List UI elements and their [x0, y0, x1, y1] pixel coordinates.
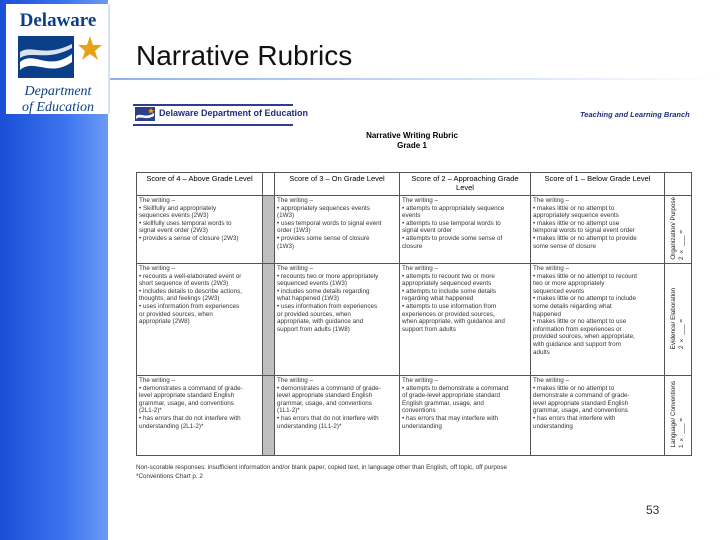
- logo-word-delaware: Delaware: [19, 10, 97, 31]
- rubric-cell-line: The writing –: [139, 265, 176, 272]
- column-header: Score of 1 – Below Grade Level: [531, 173, 665, 196]
- rubric-side-label: [665, 376, 692, 456]
- rubric-cell-line: • Skillfully and appropriately: [139, 204, 217, 212]
- rubric-cell-line: • attempts to include some details: [402, 287, 496, 295]
- rubric-cell-line: • uses temporal words to signal event: [277, 219, 382, 227]
- gap-column-cell: [263, 196, 275, 264]
- rubric-cell-line: • attempts to use information from: [402, 302, 497, 310]
- rubric-cell-line: • makes little or no attempt to: [533, 204, 615, 212]
- rubric-cell-line: • provides a sense of closure (2W3): [139, 234, 239, 242]
- rubric-cell-line: of grade-level appropriate standard: [402, 392, 501, 400]
- rubric-cell-line: appropriate (2W8): [139, 318, 190, 326]
- rubric-cell-line: grammar, usage, and conventions: [533, 407, 628, 415]
- rubric-cell-line: • includes some details regarding: [277, 287, 370, 295]
- rubric-cell-line: understanding: [402, 422, 442, 430]
- rubric-cell: [275, 264, 400, 376]
- rubric-cell-line: signal event order: [402, 227, 453, 235]
- rubric-row: [137, 376, 692, 456]
- rubric-cell-line: level appropriate standard English: [277, 392, 373, 400]
- rubric-cell: [400, 376, 531, 456]
- rubric-header-row: [137, 173, 692, 196]
- rubric-cell-line: closure: [402, 242, 423, 250]
- rubric-cell-line: • uses information from experiences: [139, 302, 240, 310]
- rubric-table: [136, 172, 692, 456]
- rubric-cell-line: • makes little or no attempt to: [533, 384, 615, 392]
- rubric-side-label: [665, 196, 692, 264]
- delaware-doe-logo: [6, 4, 110, 114]
- rubric-cell-line: regarding what happened: [402, 295, 474, 303]
- side-label-text: Organization/ Purpose: [670, 196, 678, 260]
- rubric-cell-line: happened: [533, 310, 562, 318]
- column-header: Score of 3 – On Grade Level: [275, 173, 400, 196]
- header-divider: [108, 78, 720, 80]
- rubric-cell-line: (2L1-2)*: [139, 407, 162, 415]
- rubric-cell-line: appropriately sequence events: [533, 212, 619, 220]
- rubric-cell-line: The writing –: [277, 265, 314, 272]
- rubric-cell-line: • makes little or no attempt to include: [533, 295, 637, 303]
- rubric-cell-line: The writing –: [533, 377, 570, 384]
- rubric-cell-line: sequences events (2W3): [139, 212, 209, 220]
- rubric-cell-line: some sense of closure: [533, 242, 596, 250]
- rubric-cell-line: • attempts to use temporal words to: [402, 219, 501, 227]
- rubric-cell-line: • skillfully uses temporal words to: [139, 219, 232, 227]
- rubric-row: [137, 264, 692, 376]
- rubric-cell-line: • includes details to describe actions,: [139, 287, 243, 295]
- rubric-cell-line: • attempts to provide some sense of: [402, 234, 503, 242]
- footnote-non-scorable: Non-scorable responses: insufficient information and/or blank paper, copied text, in language other than English, off topic, off purpose: [136, 464, 508, 471]
- rubric-cell-line: or provided sources, when: [139, 310, 213, 318]
- side-weight-text: 1 × ___ =: [678, 417, 685, 448]
- rubric-row: [137, 196, 692, 264]
- rubric-cell-line: The writing –: [277, 377, 314, 384]
- rubric-cell: [531, 196, 665, 264]
- rubric-cell-line: • uses information from experiences: [277, 302, 378, 310]
- rubric-cell-line: information from experiences or: [533, 325, 622, 333]
- column-header: Score of 4 – Above Grade Level: [137, 173, 263, 196]
- rubric-cell-line: grammar, usage, and conventions: [277, 399, 372, 407]
- rubric-cell-line: adults: [533, 348, 550, 356]
- rubric-cell-line: The writing –: [402, 197, 439, 204]
- rubric-cell-line: grammar, usage, and conventions: [139, 399, 234, 407]
- rubric-cell-line: • attempts to recount two or more: [402, 272, 495, 280]
- rubric-cell: [531, 376, 665, 456]
- rubric-cell-line: appropriate, with guidance and: [277, 318, 364, 326]
- gap-column: [263, 173, 275, 196]
- rubric-cell-line: • has errors that interfere with: [533, 414, 616, 422]
- rubric-cell-line: • makes little or no attempt to provide: [533, 234, 637, 242]
- rubric-cell-line: (1W3): [277, 212, 295, 220]
- rubric-cell-line: understanding: [533, 422, 573, 430]
- rubric-cell-line: The writing –: [402, 265, 439, 272]
- rubric-cell-line: thoughts, and feelings (2W3): [139, 295, 220, 303]
- rubric-cell-line: • makes little or no attempt to recount: [533, 272, 638, 280]
- rubric-cell-line: • appropriately sequences events: [277, 204, 370, 212]
- rubric-cell-line: events: [402, 212, 421, 220]
- page-number: 53: [646, 503, 660, 517]
- rubric-cell-line: what happened (1W3): [277, 295, 339, 303]
- rubric-cell-line: • attempts to demonstrate a command: [402, 384, 509, 392]
- rubric-cell: [400, 264, 531, 376]
- rubric-footnote: [136, 463, 507, 481]
- rubric-cell-line: understanding (1L1-2)*: [277, 422, 342, 430]
- rubric-cell-line: with guidance and support from: [533, 340, 621, 348]
- rubric-title-line-2: Grade 1: [397, 141, 427, 150]
- side-label-text: Language/ Conventions: [670, 380, 678, 448]
- rubric-cell: [137, 376, 263, 456]
- rubric-cell-line: • has errors that may interfere with: [402, 414, 498, 422]
- rubric-cell-line: • makes little or no attempt use: [533, 219, 620, 227]
- rubric-cell-line: understanding (2L1-2)*: [139, 422, 204, 430]
- doe-mini-logo-icon: [135, 107, 155, 121]
- branch-label: Teaching and Learning Branch: [580, 110, 690, 119]
- rubric-cell-line: • provides some sense of closure: [277, 234, 370, 242]
- rubric-cell-line: The writing –: [533, 265, 570, 272]
- rubric-cell-line: experiences or provided sources,: [402, 310, 495, 318]
- rubric-cell-line: The writing –: [139, 377, 176, 384]
- rubric-cell-line: when appropriate, with guidance and: [402, 318, 505, 326]
- rubric-cell-line: The writing –: [139, 197, 176, 204]
- rubric-cell-line: or provided sources, when: [277, 310, 351, 318]
- rubric-cell-line: • demonstrates a command of grade-: [139, 384, 243, 392]
- rubric-cell-line: level appropriate standard English: [139, 392, 235, 400]
- rubric-cell-line: • attempts to appropriately sequence: [402, 204, 505, 212]
- rubric-cell-line: • recounts two or more appropriately: [277, 272, 379, 280]
- rubric-cell-line: temporal words to signal event order: [533, 227, 635, 235]
- rubric-cell: [400, 196, 531, 264]
- document-header-logo: [133, 104, 309, 126]
- footnote-conventions: *Conventions Chart p. 2: [136, 473, 203, 480]
- rubric-title: [352, 131, 472, 151]
- rubric-side-label: [665, 264, 692, 376]
- rubric-cell-line: two or more appropriately: [533, 280, 605, 288]
- document-header-logo-text: Delaware Department of Education: [159, 108, 309, 118]
- side-weight-text: 2 × ___ =: [678, 318, 685, 349]
- rubric-cell-line: short sequence of events (2W3): [139, 280, 229, 288]
- rubric-cell: [137, 264, 263, 376]
- rubric-cell-line: The writing –: [277, 197, 314, 204]
- rubric-cell-line: The writing –: [533, 197, 570, 204]
- rubric-cell-line: order (1W3): [277, 227, 311, 235]
- gap-column-cell: [263, 376, 275, 456]
- delaware-river-star-icon: [14, 32, 102, 84]
- rubric-cell-line: English grammar, usage, and: [402, 399, 484, 407]
- rubric-cell-line: some details regarding what: [533, 302, 612, 310]
- side-weight-text: 2 × ___ =: [678, 229, 685, 260]
- rubric-cell-line: sequenced events (1W3): [277, 280, 348, 288]
- rubric-title-line-1: Narrative Writing Rubric: [366, 131, 458, 140]
- logo-word-of-education: of Education: [22, 100, 94, 115]
- slide-title: Narrative Rubrics: [136, 40, 353, 71]
- rubric-cell-line: • makes little or no attempt to use: [533, 318, 627, 326]
- logo-word-department: Department: [24, 84, 92, 99]
- rubric-cell: [275, 376, 400, 456]
- rubric-cell-line: (1W3): [277, 242, 295, 250]
- rubric-cell-line: (1L1-2)*: [277, 407, 300, 415]
- rubric-cell-line: signal event order (2W3): [139, 227, 208, 235]
- side-label-header: [665, 173, 692, 196]
- rubric-cell-line: support from adults (1W8): [277, 325, 350, 333]
- column-header: Score of 2 – Approaching Grade Level: [400, 173, 531, 196]
- rubric-cell-line: level appropriate standard English: [533, 399, 629, 407]
- rubric-cell-line: appropriately sequenced events: [402, 280, 492, 288]
- rubric-cell-line: The writing –: [402, 377, 439, 384]
- side-label-text: Evidence/ Elaboration: [670, 287, 678, 349]
- rubric-cell-line: • demonstrates a command of grade-: [277, 384, 381, 392]
- rubric-cell-line: • recounts a well-elaborated event or: [139, 272, 242, 280]
- rubric-cell: [531, 264, 665, 376]
- rubric-cell: [275, 196, 400, 264]
- rubric-cell-line: • has errors that do not interfere with: [139, 414, 241, 422]
- rubric-cell-line: conventions: [402, 407, 436, 415]
- rubric-cell-line: demonstrate a command of grade-: [533, 392, 630, 400]
- rubric-cell-line: provided sources, when appropriate,: [533, 333, 635, 341]
- rubric-cell-line: support from adults: [402, 325, 456, 333]
- rubric-cell-line: • has errors that do not interfere with: [277, 414, 379, 422]
- rubric-cell: [137, 196, 263, 264]
- rubric-cell-line: sequenced events: [533, 287, 585, 295]
- gap-column-cell: [263, 264, 275, 376]
